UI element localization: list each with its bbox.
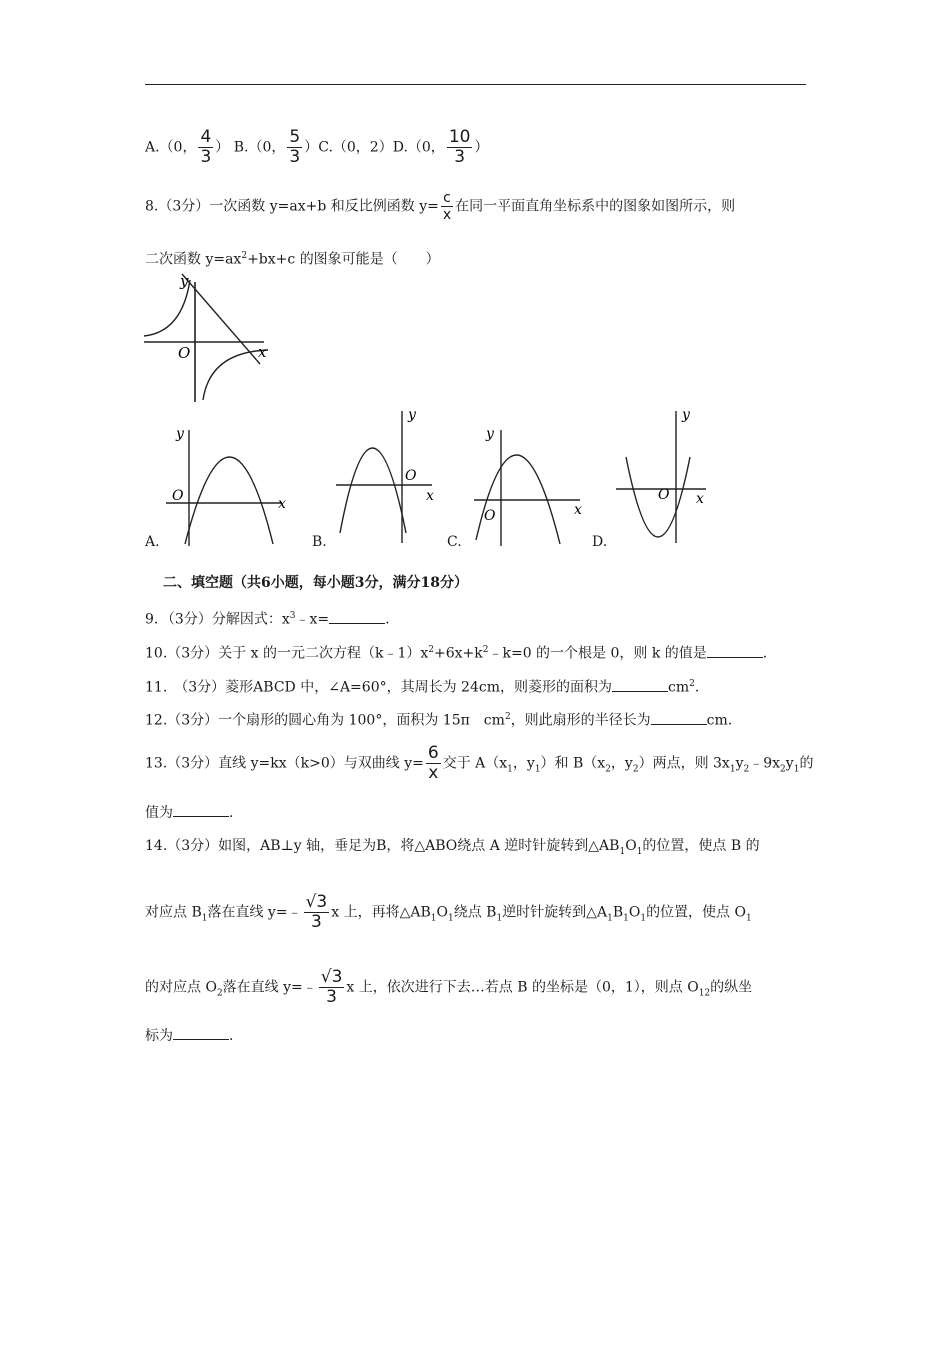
option-d-x-label: x bbox=[696, 491, 704, 507]
q10-answer-blank[interactable] bbox=[707, 643, 763, 658]
q8-line-1: 8.（3分）一次函数 y=ax+b 和反比例函数 y= $\frac{c}{x}$ 在同一平面直角坐标系中的图象如图所示，则 bbox=[145, 190, 736, 223]
q14-sqrt3-fraction-2: $\frac{√3}{3}$ bbox=[320, 967, 343, 1007]
option-d-origin-label: O bbox=[658, 487, 670, 503]
q12-answer-blank[interactable] bbox=[651, 710, 707, 725]
q7-option-b-label: B.（0， bbox=[233, 139, 286, 156]
option-d-graph bbox=[610, 405, 720, 545]
section-2-heading: 二、填空题（共6小题，每小题3分，满分18分） bbox=[163, 575, 468, 591]
q8-main-graph bbox=[140, 268, 280, 406]
q11-answer-blank[interactable] bbox=[612, 677, 668, 692]
option-c-label: C. bbox=[447, 534, 462, 550]
q13-fraction: $\frac{6}{x}$ bbox=[427, 743, 439, 783]
option-b-graph bbox=[330, 405, 450, 545]
q7-options: A.（0， $\frac{4}{3}$ ） B.（0， $\frac{5}{3}$ ）C.（0，2）D.（0， $\frac{10}{3}$ ） bbox=[145, 127, 489, 167]
q9: 9．（3分）分解因式：$x^3﹣x=$ . bbox=[145, 606, 390, 630]
main-y-label: y bbox=[180, 272, 189, 290]
option-a-origin-label: O bbox=[172, 488, 184, 504]
q14-answer-blank[interactable] bbox=[173, 1025, 229, 1040]
option-a-graph bbox=[160, 420, 290, 550]
option-a-label: A. bbox=[145, 534, 160, 550]
q7-option-b-fraction: $\frac{5}{3}$ bbox=[289, 127, 301, 167]
header-rule bbox=[145, 84, 806, 85]
option-a-x-label: x bbox=[278, 496, 286, 512]
option-b-x-label: x bbox=[426, 488, 434, 504]
q13-line-2: 值为 . bbox=[145, 802, 233, 823]
option-b-parabola bbox=[340, 448, 406, 533]
option-b-y-label: y bbox=[408, 407, 416, 423]
option-c-x-label: x bbox=[574, 502, 582, 518]
q10: 10.（3分）关于 x 的一元二次方程$(k﹣1)x^2+6x+k^2﹣k=0$ 的一个根是 0，则 k 的值是 . bbox=[145, 640, 767, 664]
option-a-y-label: y bbox=[176, 426, 184, 442]
option-c-y-label: y bbox=[486, 426, 494, 442]
option-d-y-label: y bbox=[682, 407, 690, 423]
main-x-label: x bbox=[258, 343, 267, 361]
q14-line-1: 14.（3分）如图，AB⊥y 轴，垂足为B，将△ABO绕点 A 逆时针旋转到$\triangle AB_1O_1$的位置，使点 B 的 bbox=[145, 838, 760, 857]
option-b-origin-label: O bbox=[405, 468, 417, 484]
q8-line-2: 二次函数 $y=ax^2+bx+c$ 的图象可能是（ ） bbox=[145, 251, 440, 268]
q11: 11. （3分）菱形ABCD 中，∠A=60°，其周长为 24cm，则菱形的面积为 $cm^2$. bbox=[145, 674, 699, 698]
q7-option-a-label: A.（0， bbox=[145, 139, 197, 156]
q7-option-d-label: D.（0， bbox=[392, 139, 445, 156]
main-linear-function-line bbox=[182, 274, 260, 364]
option-a-parabola bbox=[185, 457, 273, 544]
q14-sqrt3-fraction-1: $\frac{√3}{3}$ bbox=[305, 892, 328, 932]
option-b-label: B. bbox=[312, 534, 327, 550]
q12: 12.（3分）一个扇形的圆心角为 100°，面积为 15π $cm^2$，则此扇形的半径长为 cm. bbox=[145, 707, 732, 731]
q13-line-1: 13.（3分）直线 y=kx（k>0）与双曲线 y= $\frac{6}{x}$ 交于 $A(x_1$，$y_1$）和 $B(x_2$，$y_2$）两点，则 $3x_1y_2﹣9x_2y_1$的 bbox=[145, 743, 814, 783]
option-d-label: D. bbox=[592, 534, 608, 550]
q8-fraction: $\frac{c}{x}$ bbox=[442, 190, 452, 223]
q7-option-a-fraction: $\frac{4}{3}$ bbox=[200, 127, 212, 167]
option-c-origin-label: O bbox=[484, 508, 496, 524]
q14-line-4: 标为 . bbox=[145, 1025, 233, 1046]
q9-answer-blank[interactable] bbox=[329, 609, 385, 624]
q7-option-d-fraction: $\frac{10}{3}$ bbox=[448, 127, 471, 167]
main-origin-label: O bbox=[178, 344, 191, 362]
q14-line-2: 对应点 $B_1$落在直线 y=﹣ $\frac{√3}{3}$ x 上，再将$\triangle AB_1O_1$绕点 $B_1$逆时针旋转到$\triangle A_1B_1O_1$的位置，使点 $O_1$ bbox=[145, 892, 752, 932]
option-c-graph bbox=[468, 420, 598, 550]
q7-option-c: C.（0，2） bbox=[318, 139, 393, 156]
q13-answer-blank[interactable] bbox=[173, 802, 229, 817]
q14-line-3: 的对应点 $O_2$落在直线 y=﹣ $\frac{√3}{3}$ x 上，依次进行下去…若点 B 的坐标是（0，1），则点 $O_{12}$的纵坐 bbox=[145, 967, 753, 1007]
